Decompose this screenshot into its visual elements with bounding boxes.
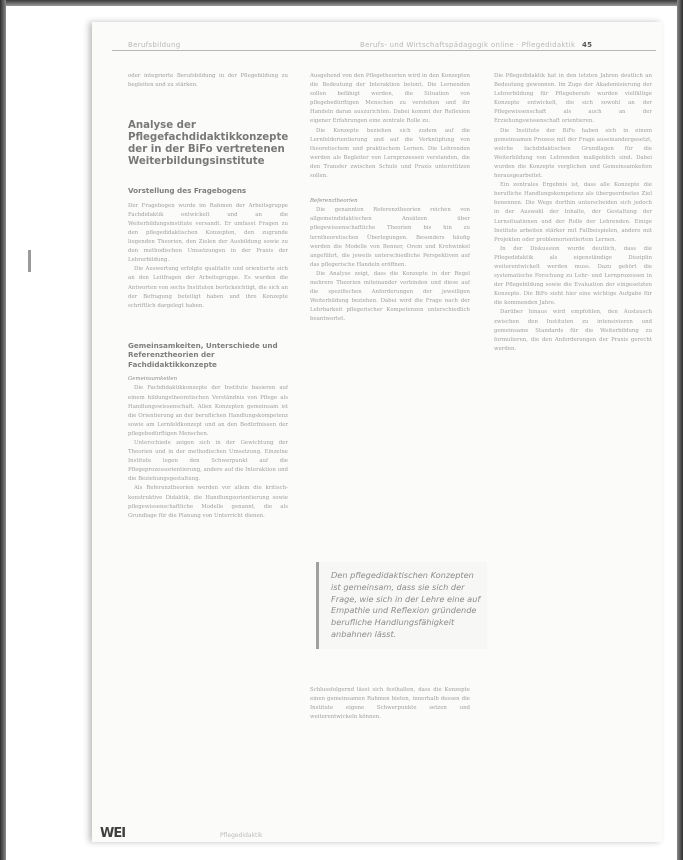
subsection-heading: Referenztheorien bbox=[310, 198, 358, 205]
running-header-right bbox=[360, 41, 592, 49]
paragraph: Der Fragebogen wurde im Rahmen der Arbeitsgruppe Fachdidaktik entwickelt und an die Weiterbildungsinstitute versandt. Er umfasst Fragen zu den pflegedidaktischen Konzepten, den zugrunde liegenden Theorien, den Zielen der Ausbildung sowie zu den methodischen Umsetzungen in der Praxis der Lehrerbildung. bbox=[128, 202, 288, 264]
scan-edge-left bbox=[0, 0, 6, 860]
paragraph: Die Institute der BiFo haben sich in einem gemeinsamen Prozess mit der Frage auseinandergesetzt, welche fachdidaktischen Grundlagen für die Weiterbildung von Lehrenden maßgeblich sind. Dabei wurden die Konzepte verglichen und Gemeinsamkeiten herausgearbeitet. bbox=[494, 127, 652, 180]
article-heading: Analyse der Pflegefachdidaktikkonzepte der in der BiFo vertretenen Weiterbildungsinstitute bbox=[128, 120, 288, 168]
running-header-title: Berufs- und Wirtschaftspädagogik online · Pflegedidaktik bbox=[360, 41, 576, 49]
paragraph: Schlussfolgernd lässt sich festhalten, dass die Konzepte einen gemeinsamen Rahmen bieten, innerhalb dessen die Institute eigene Schwerpunkte setzen und weiterentwickeln können. bbox=[310, 687, 470, 721]
pull-quote: Den pflegedidaktischen Konzepten ist gemeinsam, dass sie sich der Frage, wie sich in der Lehre eine auf Empathie und Reflexion gründende berufliche Handlungsfähigkeit anbahnen lässt. bbox=[316, 562, 487, 649]
paragraph: Unterschiede zeigen sich in der Gewichtung der Theorien und in der methodischen Umsetzung. Einzelne Institute legen den Schwerpunkt auf die Pflegeprozessorientierung, andere auf die Interaktion und die Beziehungsgestaltung. bbox=[128, 439, 288, 483]
binding-mark bbox=[28, 250, 31, 272]
paragraph: Die Auswertung erfolgte qualitativ und orientierte sich an den Leitfragen der Arbeitsgruppe. Es wurden die Antworten von sechs Instituten berücksichtigt, die sich an der Befragung beteiligt haben und ihre Konzepte schriftlich dargelegt haben. bbox=[128, 266, 288, 309]
paragraph: Die Pflegedidaktik hat in den letzten Jahren deutlich an Bedeutung gewonnen. Im Zuge der Akademisierung der Lehrerbildung für Pflegeberufe wurden vielfältige Konzepte entwickelt, die sich sowohl an der Pflegewissenschaft als auch an der Erziehungswissenschaft orientieren. bbox=[494, 73, 652, 125]
paragraph: Darüber hinaus wird empfohlen, den Austausch zwischen den Instituten zu intensivieren und gemeinsame Standards für die Weiterbildung zu formulieren, die den Anforderungen der Praxis gerecht werden. bbox=[494, 309, 652, 352]
paragraph: Die genannten Referenztheorien reichen von allgemeindidaktischen Ansätzen über pflegewissenschaftliche Theorien bis hin zu lerntheoretischen Überlegungen. Besonders häufig werden die Modelle von Benner, Orem und Krohwinkel angeführt, die jeweils unterschiedliche Perspektiven auf das pflegerische Handeln eröffnen. bbox=[310, 207, 470, 268]
section-heading-questionnaire: Vorstellung des Fragebogens bbox=[128, 186, 247, 196]
footer-text: Pflegedidaktik bbox=[220, 832, 263, 839]
text-column-3 bbox=[494, 72, 652, 812]
publisher-logo: WEI bbox=[100, 826, 126, 841]
paragraph: Ein zentrales Ergebnis ist, dass alle Konzepte die berufliche Handlungskompetenz als übergeordnetes Ziel benennen. Die Wege dorthin unterscheiden sich jedoch in der Auswahl der Inhalte, der Gestaltung der Lernsituationen und der Rolle der Lehrenden. Einige Institute arbeiten stärker mit Fallbeispielen, andere mit Projekten oder problemorientiertem Lernen. bbox=[494, 182, 652, 243]
scan-edge-right bbox=[677, 0, 683, 860]
text-column-2-bottom bbox=[310, 686, 470, 722]
text-column-1 bbox=[128, 72, 288, 521]
paragraph: Die Konzepte beziehen sich zudem auf die Lernfeldorientierung und auf die Verknüpfung von theoretischem und praktischem Lernen. Die Lehrenden werden als Begleiter von Lernprozessen verstanden, die den Transfer zwischen Schule und Praxis unterstützen sollen. bbox=[310, 127, 470, 180]
paragraph: Die Analyse zeigt, dass die Konzepte in der Regel mehrere Theorien miteinander verbinden und diese auf die spezifischen Anforderungen der jeweiligen Weiterbildung beziehen. Dabei wird die Frage nach der Lehrbarkeit pflegerischer Kompetenzen unterschiedlich beantwortet. bbox=[310, 270, 470, 323]
page-number: 45 bbox=[581, 41, 593, 49]
paragraph-lead: Gemeinsamkeiten bbox=[128, 376, 178, 383]
paragraph: Ausgehend von den Pflegetheorien wird in den Konzepten die Bedeutung der Interaktion betont. Die Lernenden sollen befähigt werden, die Situation von pflegebedürftigen Menschen zu verstehen und ihr Handeln daran auszurichten. Dabei kommt der Reflexion eigener Erfahrungen eine zentrale Rolle zu. bbox=[310, 73, 470, 125]
text-column-2 bbox=[310, 72, 470, 552]
paragraph: In der Diskussion wurde deutlich, dass die Pflegedidaktik als eigenständige Disziplin weiterentwickelt werden muss. Dazu gehört die systematische Forschung zu Lehr- und Lernprozessen in der Pflegebildung sowie die Evaluation der eingesetzten Konzepte. Die BiFo sieht hier eine wichtige Aufgabe für die kommenden Jahre. bbox=[494, 245, 652, 307]
spacer bbox=[128, 311, 288, 341]
paragraph: Als Referenztheorien werden vor allem die kritisch-konstruktive Didaktik, die Handlungsorientierung sowie pflegewissenschaftliche Modelle genannt, die als Grundlage für die Planung von Unterricht dienen. bbox=[128, 485, 288, 519]
header-rule bbox=[112, 50, 656, 51]
running-header-left: Berufsbildung bbox=[128, 41, 181, 49]
scan-edge-top bbox=[0, 0, 683, 6]
paragraph: Die Fachdidaktikkonzepte der Institute basieren auf einem bildungstheoretischen Verständnis von Pflege als Handlungswissenschaft. Allen Konzepten gemeinsam ist die Orientierung an der beruflichen Handlungskompetenz sowie am Lernfeldkonzept und an den Bedürfnissen der pflegebedürftigen Menschen. bbox=[128, 385, 288, 437]
spacer bbox=[310, 181, 470, 197]
section-heading-commonalities: Gemeinsamkeiten, Unterschiede und Referenztheorien der Fachdidaktikkonzepte bbox=[128, 340, 278, 369]
spacer bbox=[128, 90, 288, 120]
column-intro: oder integrierte Berufsbildung in der Pflegebildung zu begleiten und zu stärken. bbox=[128, 73, 288, 89]
